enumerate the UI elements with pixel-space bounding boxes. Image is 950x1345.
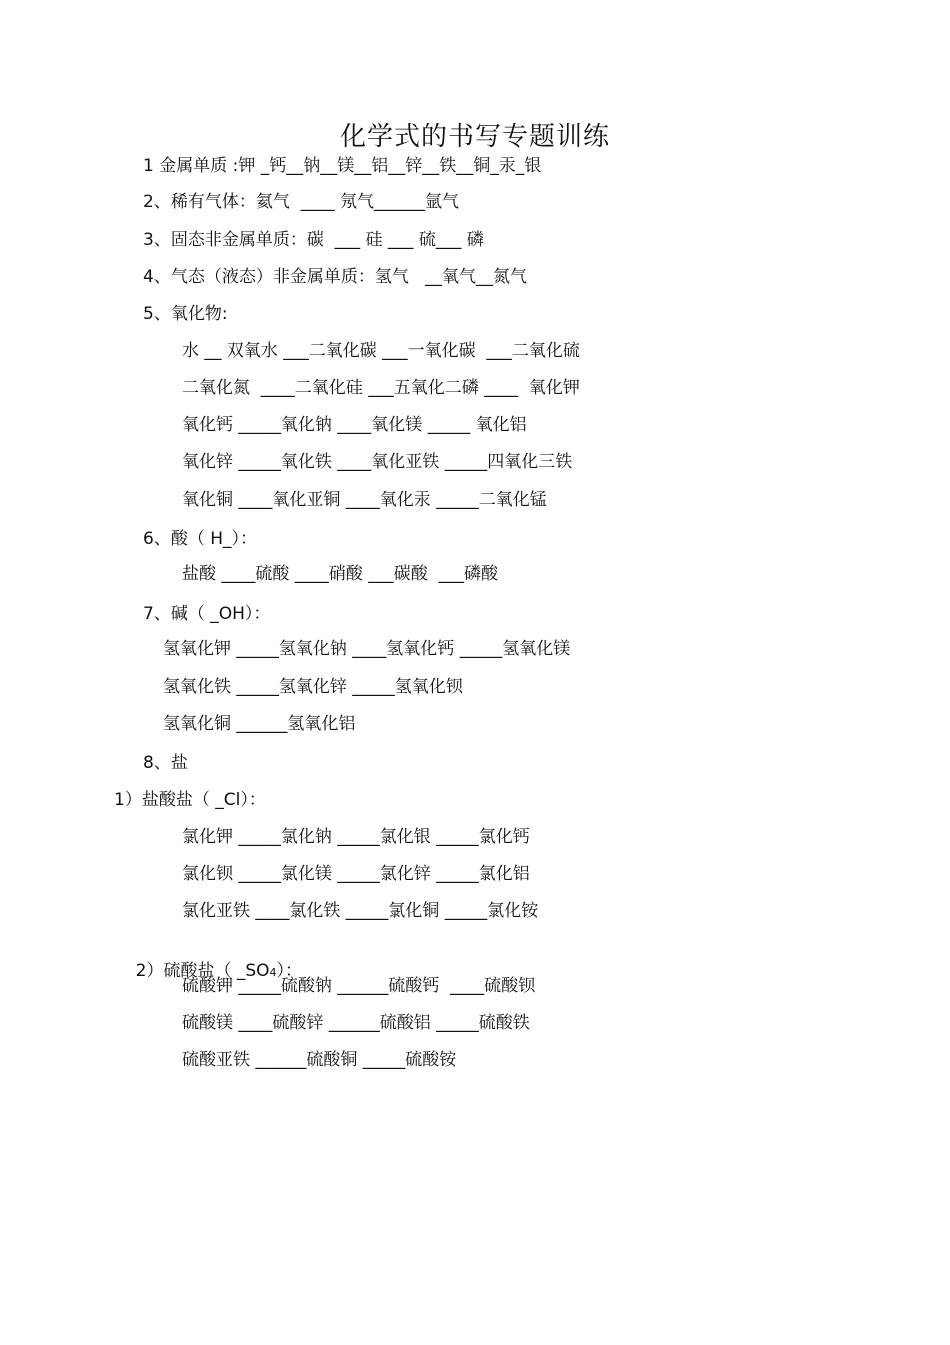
exercise-line: 氧化锌 _____氧化铁 ____氧化亚铁 _____四氧化三铁 (182, 452, 573, 472)
sulfate-heading-after: ）： (276, 961, 303, 981)
exercise-line: 3、固态非金属单质：碳 ___ 硅 ___ 硫___ 磷 (143, 230, 484, 250)
exercise-line: 1）盐酸盐（ _Cl）： (114, 790, 266, 810)
exercise-line: 盐酸 ____硫酸 ____硝酸 ___碳酸 ___磷酸 (182, 564, 499, 584)
exercise-line: 水 __ 双氧水 ___二氧化碳 ___一氧化碳 ___二氧化硫 (182, 341, 580, 361)
exercise-line: 氧化钙 _____氧化钠 ____氧化镁 _____ 氧化铝 (182, 415, 527, 435)
exercise-line: 硫酸亚铁 ______硫酸铜 _____硫酸铵 (182, 1050, 457, 1070)
exercise-line: 2、稀有气体：氦气 ____ 氖气______氩气 (143, 192, 460, 212)
exercise-line: 氧化铜 ____氧化亚铜 ____氧化汞 _____二氧化锰 (182, 490, 547, 510)
exercise-line: 氯化亚铁 ____氯化铁 _____氯化铜 _____氯化铵 (182, 901, 539, 921)
sulfate-heading-before: 2）硫酸盐（ _SO (135, 961, 270, 981)
exercise-line: 氢氧化铁 _____氢氧化锌 _____氢氧化钡 (163, 677, 463, 697)
exercise-line: 6、酸（ H_）： (143, 529, 258, 549)
exercise-line: 1 金属单质 :钾 _钙__钠__镁__铝__锌__铁__铜_汞_银 (143, 156, 542, 176)
exercise-line: 氢氧化铜 ______氢氧化铝 (163, 714, 356, 734)
exercise-line: 氢氧化钾 _____氢氧化钠 ____氢氧化钙 _____氢氧化镁 (163, 639, 571, 659)
exercise-line: 4、气态（液态）非金属单质：氢气 __氧气__氮气 (143, 267, 528, 287)
exercise-line: 7、碱（ _OH）： (143, 604, 271, 624)
exercise-line: 硫酸镁 ____硫酸锌 ______硫酸铝 _____硫酸铁 (182, 1013, 530, 1033)
exercise-line: 5、氧化物: (143, 304, 228, 324)
exercise-line: 8、盐 (143, 753, 188, 773)
sulfate-heading-sub: 4 (269, 966, 277, 979)
exercise-line: 氯化钡 _____氯化镁 _____氯化锌 _____氯化铝 (182, 864, 530, 884)
page-title: 化学式的书写专题训练 (339, 122, 610, 152)
exercise-line: 二氧化氮 ____二氧化硅 ___五氧化二磷 ____ 氧化钾 (182, 378, 580, 398)
exercise-line: 氯化钾 _____氯化钠 _____氯化银 _____氯化钙 (182, 827, 530, 847)
exercise-line: 硫酸钾 _____硫酸钠 ______硫酸钙 ____硫酸钡 (182, 976, 536, 996)
sulfate-heading (114, 938, 302, 1006)
